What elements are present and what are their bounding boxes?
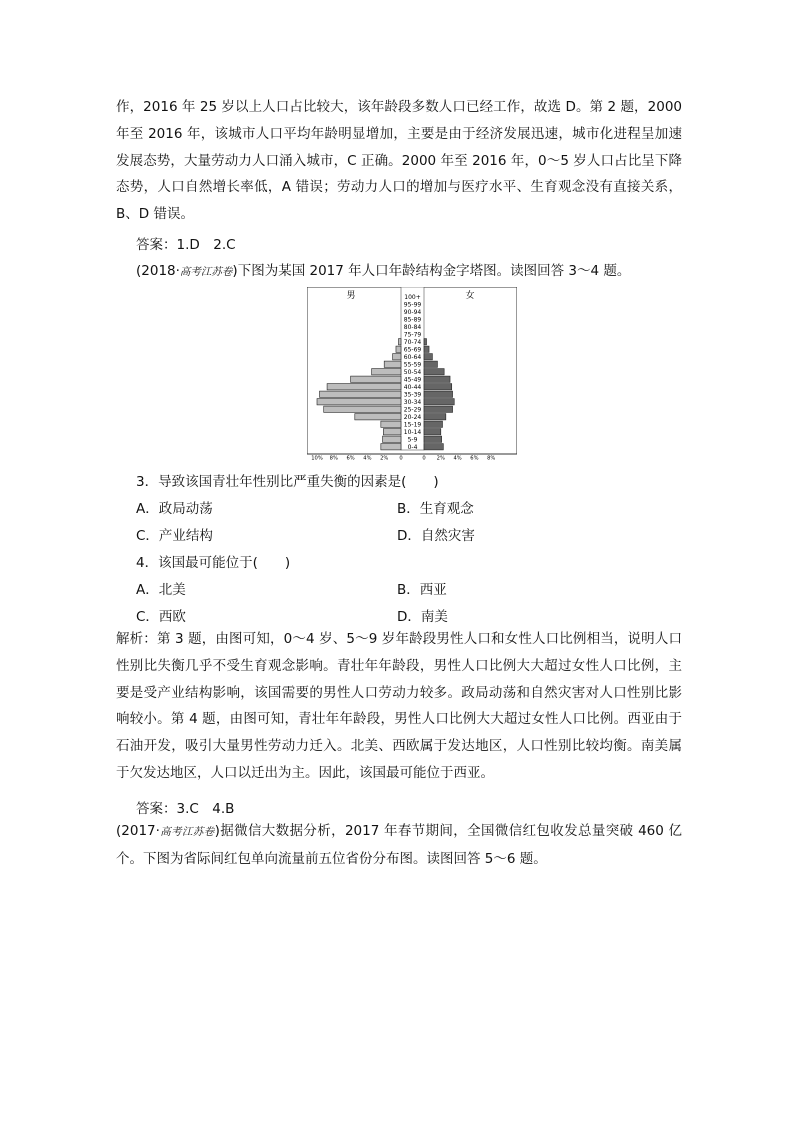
question-4: 4．该国最可能位于( ): [136, 555, 291, 571]
x-tick-label: 0: [422, 455, 426, 462]
age-group-label: 70-74: [403, 339, 422, 347]
pyramid-svg: [307, 287, 517, 467]
age-group-label: 60-64: [403, 354, 422, 362]
answer-3-4: 答案：3.C 4.B: [136, 801, 235, 817]
female-bar: [424, 339, 427, 345]
age-group-label: 100+: [404, 294, 421, 302]
age-group-label: 25-29: [403, 406, 422, 414]
analysis-paragraph: 解析：第 3 题，由图可知，0～4 岁、5～9 岁年龄段男性人口和女性人口比例相当，说明人口性别比失衡几乎不受生育观念影响。青壮年年龄段，男性人口比例大大超过女性人口比例，主要是受产业结构影响，该国需要的男性人口劳动力较多。政局动荡和自然灾害对人口性别比影响较小。第 4 题，由图可知，青壮年年龄段，男性人口比例大大超过女性人口比例。西亚由于石油开发，吸引大量男性劳动力迁入。北美、西欧属于发达地区，人口性别比较均衡。南美属于欠发达地区，人口以迁出为主。因此，该国最可能位于西亚。: [116, 631, 682, 781]
age-group-label: 45-49: [403, 376, 422, 384]
q4-option-c: C．西欧: [136, 609, 186, 625]
source-label: 高考江苏卷: [159, 826, 215, 838]
intro-text: )下图为某国 2017 年人口年龄结构金字塔图。读图回答 3～4 题。: [232, 263, 631, 279]
question-3: 3．导致该国青壮年性别比严重失衡的因素是( ): [136, 474, 439, 490]
q3-option-d: D．自然灾害: [397, 528, 475, 544]
male-bar: [317, 399, 401, 405]
female-bar: [424, 421, 442, 427]
age-group-label: 80-84: [403, 324, 422, 332]
age-group-label: 85-89: [403, 316, 422, 324]
male-bar: [327, 384, 401, 390]
x-tick-label: 6%: [346, 455, 355, 462]
male-bar: [396, 346, 401, 352]
x-tick-label: 0: [399, 455, 403, 462]
age-group-label: 65-69: [403, 346, 422, 354]
q3-option-b: B．生育观念: [397, 501, 474, 517]
intro-question-3-4: [136, 259, 630, 279]
x-tick-label: 4%: [453, 455, 462, 462]
population-pyramid-chart: [307, 287, 517, 467]
female-bar: [424, 436, 442, 442]
age-group-label: 40-44: [403, 384, 422, 392]
age-group-label: 20-24: [403, 414, 422, 422]
male-bar: [393, 354, 401, 360]
q3-option-c: C．产业结构: [136, 528, 213, 544]
q4-option-b: B．西亚: [397, 582, 447, 598]
female-bar: [424, 391, 453, 397]
answer-1-2: 答案：1.D 2.C: [136, 237, 236, 253]
intro-prefix: (2018·: [136, 263, 180, 279]
q3-option-a: A．政局动荡: [136, 501, 213, 517]
x-tick-label: 10%: [311, 455, 323, 462]
female-bar: [424, 429, 441, 435]
age-group-label: 90-94: [403, 309, 422, 317]
male-bar: [381, 444, 401, 450]
female-bar: [424, 369, 444, 375]
x-tick-label: 8%: [329, 455, 338, 462]
male-bar: [383, 436, 401, 442]
age-group-label: 15-19: [403, 421, 422, 429]
male-bar: [398, 339, 401, 345]
male-label: 男: [346, 291, 356, 301]
age-group-label: 75-79: [403, 331, 422, 339]
female-bar: [424, 384, 452, 390]
female-bar: [424, 361, 437, 367]
male-bar: [384, 361, 401, 367]
x-tick-label: 2%: [380, 455, 389, 462]
age-group-label: 10-14: [403, 429, 422, 437]
female-bar: [424, 376, 450, 382]
x-tick-label: 4%: [363, 455, 372, 462]
male-bar: [381, 421, 401, 427]
intro-text: )据微信大数据分析，2017 年春节期间，全国微信红包收发总量突破 460 亿个。下图为省际间红包单向流量前五位省份分布图。读图回答 5～6 题。: [116, 823, 683, 867]
male-bar: [324, 406, 401, 412]
x-tick-label: 6%: [470, 455, 479, 462]
q4-option-d: D．南美: [397, 609, 448, 625]
female-bar: [424, 406, 453, 412]
intro-question-5-6: [116, 818, 682, 873]
female-bar: [424, 346, 429, 352]
age-group-label: 95-99: [403, 301, 422, 309]
female-bar: [424, 444, 443, 450]
intro-prefix: (2017·: [116, 823, 160, 839]
female-bar: [424, 414, 446, 420]
age-group-label: 5-9: [407, 436, 418, 444]
male-bar: [372, 369, 401, 375]
x-tick-label: 8%: [487, 455, 496, 462]
male-bar: [383, 429, 401, 435]
age-group-label: 35-39: [403, 391, 422, 399]
male-bar: [320, 391, 401, 397]
female-bar: [424, 354, 432, 360]
age-group-label: 0-4: [407, 444, 418, 452]
age-group-label: 55-59: [403, 361, 422, 369]
male-bar: [351, 376, 401, 382]
age-group-label: 30-34: [403, 399, 422, 407]
female-label: 女: [465, 291, 475, 301]
male-bar: [355, 414, 401, 420]
age-group-label: 50-54: [403, 369, 422, 377]
paragraph-explanation-1-2: 作，2016 年 25 岁以上人口占比较大，该年龄段多数人口已经工作，故选 D。第 2 题，2000 年至 2016 年，该城市人口平均年龄明显增加，主要是由于经济发展迅速，城市化进程呈加速发展态势，大量劳动力人口涌入城市，C 正确。2000 年至 2016 年，0～5 岁人口占比呈下降态势，人口自然增长率低，A 错误；劳动力人口的增加与医疗水平、生育观念没有直接关系，B、D 错误。: [116, 99, 682, 223]
q4-option-a: A．北美: [136, 582, 186, 598]
x-tick-label: 2%: [436, 455, 445, 462]
source-label: 高考江苏卷: [179, 266, 233, 278]
female-bar: [424, 399, 454, 405]
